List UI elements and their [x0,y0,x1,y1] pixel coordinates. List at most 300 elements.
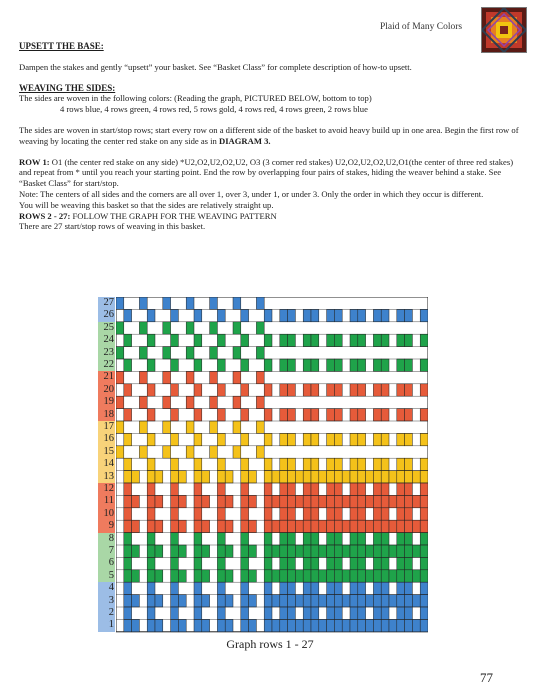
pattern-cell [397,495,405,507]
pattern-cell [397,508,405,520]
pattern-cell [241,359,249,371]
pattern-cell [171,309,179,321]
pattern-cell [420,384,428,396]
pattern-cell [241,557,249,569]
pattern-cell [139,322,147,334]
pattern-cell [420,545,428,557]
pattern-cell [420,309,428,321]
pattern-cell [194,520,202,532]
pattern-cell [420,359,428,371]
pattern-cell [288,545,296,557]
pattern-cell [366,595,374,607]
pattern-cell [303,384,311,396]
pattern-cell [288,471,296,483]
pattern-cell [389,520,397,532]
pattern-cell [280,433,288,445]
row-label: 17 [98,421,115,433]
pattern-cell [334,433,342,445]
pattern-cell [225,570,233,582]
pattern-cell [397,520,405,532]
pattern-cell [327,334,335,346]
pattern-cell [295,619,303,631]
pattern-cell [288,533,296,545]
pattern-cell [116,347,124,359]
pattern-cell [373,471,381,483]
pattern-cell [194,595,202,607]
pattern-cell [202,570,210,582]
pattern-cell [116,421,124,433]
pattern-cell [358,582,366,594]
row-label: 12 [98,483,115,495]
pattern-cell [327,533,335,545]
pattern-cell [311,334,319,346]
pattern-cell [303,359,311,371]
pattern-cell [264,545,272,557]
pattern-cell [303,495,311,507]
pattern-cell [132,545,140,557]
pattern-cell [241,595,249,607]
pattern-cell [327,607,335,619]
pattern-cell [389,570,397,582]
pattern-cell [303,483,311,495]
pattern-cell [311,545,319,557]
pattern-cell [256,371,264,383]
pattern-cell [139,396,147,408]
pattern-cell [233,396,241,408]
pattern-cell [249,595,257,607]
pattern-cell [171,495,179,507]
pattern-cell [147,533,155,545]
row-label: 10 [98,508,115,520]
pattern-cell [264,409,272,421]
pattern-cell [405,359,413,371]
pattern-cell [405,471,413,483]
pattern-cell [381,483,389,495]
diagram-ref: DIAGRAM 3. [218,135,271,146]
pattern-cell [210,396,218,408]
pattern-cell [264,309,272,321]
pattern-cell [202,471,210,483]
pattern-cell [405,607,413,619]
pattern-cell [358,495,366,507]
pattern-cell [147,471,155,483]
pattern-cell [264,334,272,346]
pattern-cell [327,309,335,321]
pattern-cell [311,570,319,582]
pattern-cell [124,433,132,445]
pattern-cell [319,495,327,507]
pattern-cell [350,409,358,421]
pattern-cell [280,607,288,619]
pattern-cell [327,508,335,520]
pattern-cell [163,421,171,433]
pattern-cell [124,495,132,507]
pattern-cell [397,557,405,569]
pattern-cell [334,595,342,607]
pattern-cell [147,433,155,445]
pattern-cell [412,595,420,607]
pattern-cell [303,520,311,532]
pattern-cell [381,595,389,607]
row-label: 2 [98,607,115,619]
pattern-cell [233,297,241,309]
pattern-cell [225,471,233,483]
pattern-cell [327,595,335,607]
pattern-cell [171,409,179,421]
pattern-cell [412,545,420,557]
row1-paragraph [19,157,524,189]
pattern-cell [303,557,311,569]
pattern-cell [217,409,225,421]
pattern-cell [194,384,202,396]
pattern-cell [202,495,210,507]
row1-label: ROW 1: [19,156,50,167]
pattern-cell [295,570,303,582]
pattern-cell [397,533,405,545]
pattern-cell [241,471,249,483]
pattern-cell [334,520,342,532]
pattern-cell [373,334,381,346]
pattern-cell [373,545,381,557]
pattern-cell [288,508,296,520]
pattern-cell [163,347,171,359]
pattern-cell [171,433,179,445]
pattern-cell [327,557,335,569]
pattern-cell [280,483,288,495]
color-order: 4 rows blue, 4 rows green, 4 rows red, 5 rows gold, 4 rows red, 4 rows green, 2 rows blue [60,104,368,115]
pattern-cell [264,520,272,532]
pattern-cell [358,570,366,582]
pattern-cell [194,495,202,507]
pattern-cell [178,545,186,557]
pattern-cell [397,334,405,346]
row-label: 22 [98,359,115,371]
row-label: 16 [98,433,115,445]
pattern-cell [397,483,405,495]
pattern-cell [147,309,155,321]
pattern-cell [373,582,381,594]
pattern-cell [155,595,163,607]
pattern-cell [116,297,124,309]
pattern-cell [256,347,264,359]
pattern-cell [280,557,288,569]
pattern-cell [389,595,397,607]
pattern-cell [381,409,389,421]
pattern-cell [397,607,405,619]
pattern-cell [186,347,194,359]
pattern-cell [381,520,389,532]
pattern-cell [155,495,163,507]
pattern-cell [280,471,288,483]
pattern-cell [373,409,381,421]
pattern-cell [264,384,272,396]
pattern-cell [225,619,233,631]
pattern-cell [334,334,342,346]
pattern-cell [124,483,132,495]
pattern-cell [288,619,296,631]
pattern-cell [194,483,202,495]
pattern-cell [194,582,202,594]
pattern-cell [178,495,186,507]
pattern-cell [319,595,327,607]
pattern-cell [358,533,366,545]
pattern-cell [194,619,202,631]
pattern-cell [350,545,358,557]
row-label: 27 [98,297,115,309]
pattern-cell [217,607,225,619]
pattern-cell [124,384,132,396]
pattern-cell [420,607,428,619]
pattern-cell [272,570,280,582]
pattern-cell [373,384,381,396]
pattern-cell [194,471,202,483]
pattern-cell [366,495,374,507]
count-text: There are 27 start/stop rows of weaving in this basket. [19,221,206,232]
pattern-cell [350,508,358,520]
pattern-cell [124,595,132,607]
pattern-cell [366,619,374,631]
pattern-cell [124,334,132,346]
pattern-cell [280,619,288,631]
row-label: 19 [98,396,115,408]
row-label: 15 [98,446,115,458]
pattern-cell [178,619,186,631]
pattern-cell [210,322,218,334]
pattern-cell [225,595,233,607]
pattern-cell [373,495,381,507]
pattern-cell [288,607,296,619]
pattern-cell [350,557,358,569]
pattern-cell [241,309,249,321]
pattern-cell [311,309,319,321]
row-label: 11 [98,495,115,507]
pattern-cell [358,595,366,607]
pattern-cell [288,520,296,532]
pattern-cell [241,384,249,396]
row-label: 7 [98,545,115,557]
pattern-cell [358,520,366,532]
pattern-cell [405,582,413,594]
pattern-cell [381,619,389,631]
pattern-cell [132,471,140,483]
pattern-cell [334,570,342,582]
pattern-cell [350,595,358,607]
pattern-cell [327,458,335,470]
pattern-cell [311,619,319,631]
pattern-cell [342,595,350,607]
pattern-cell [139,347,147,359]
pattern-cell [155,520,163,532]
pattern-cell [147,582,155,594]
pattern-cell [381,495,389,507]
pattern-cell [186,297,194,309]
row-label: 5 [98,570,115,582]
pattern-cell [264,495,272,507]
pattern-cell [303,533,311,545]
pattern-cell [139,371,147,383]
pattern-cell [155,471,163,483]
pattern-cell [171,570,179,582]
row-label: 1 [98,619,115,631]
pattern-cell [389,495,397,507]
pattern-cell [311,433,319,445]
pattern-cell [210,421,218,433]
pattern-cell [381,570,389,582]
pattern-cell [280,458,288,470]
pattern-cell [147,595,155,607]
pattern-cell [217,471,225,483]
pattern-cell [373,557,381,569]
pattern-cell [194,508,202,520]
pattern-cell [280,570,288,582]
pattern-cell [202,595,210,607]
pattern-cell [373,433,381,445]
pattern-cell [303,619,311,631]
pattern-cell [334,582,342,594]
pattern-cell [303,471,311,483]
graph-caption: Graph rows 1 - 27 [226,637,314,651]
pattern-cell [194,334,202,346]
pattern-cell [288,557,296,569]
pattern-cell [350,458,358,470]
pattern-cell [241,607,249,619]
pattern-cell [147,508,155,520]
pattern-cell [147,495,155,507]
pattern-cell [358,433,366,445]
pattern-cell [358,557,366,569]
pattern-cell [241,433,249,445]
pattern-cell [397,619,405,631]
pattern-cell [147,458,155,470]
pattern-cell [311,409,319,421]
pattern-cell [178,595,186,607]
straight-text: You will be weaving this basket so that the sides are relatively straight up. [19,199,274,210]
pattern-cell [139,297,147,309]
pattern-cell [280,309,288,321]
row1-text: O1 (the center red stake on any side) *U2,O2,U2,O2,U2, O3 (3 corner red stakes) U2,O2,U2,O2,U2,O1(the center of three red stakes) and repeat from * until you reach your starting point. End the row by overlapping four pairs of stakes, hiding the weaver behind a stake. See “Basket Class” for start/stop. [19,156,514,189]
pattern-cell [420,582,428,594]
pattern-cell [171,334,179,346]
pattern-cell [163,446,171,458]
row-label: 23 [98,347,115,359]
pattern-cell [249,619,257,631]
pattern-cell [280,582,288,594]
pattern-cell [389,619,397,631]
pattern-cell [358,607,366,619]
pattern-cell [334,533,342,545]
pattern-cell [217,359,225,371]
pattern-cell [311,557,319,569]
pattern-cell [350,570,358,582]
pattern-cell [264,607,272,619]
pattern-cell [241,582,249,594]
pattern-cell [358,458,366,470]
pattern-cell [389,545,397,557]
startstop-text: The sides are woven in start/stop rows; start every row on a different side of the basket to avoid heavy build up in one area. Begin the first row of weaving by locating the center red stake on any side as in [19,124,519,146]
pattern-cell [373,533,381,545]
pattern-cell [405,384,413,396]
pattern-cell [405,483,413,495]
pattern-cell [233,371,241,383]
pattern-cell [171,520,179,532]
pattern-cell [147,607,155,619]
pattern-cell [303,334,311,346]
pattern-cell [327,384,335,396]
pattern-cell [256,297,264,309]
rows-label: ROWS 2 - 27: [19,210,71,221]
pattern-cell [334,483,342,495]
pattern-cell [303,409,311,421]
pattern-cell [327,570,335,582]
pattern-cell [217,334,225,346]
pattern-cell [249,495,257,507]
upsett-heading: UPSETT THE BASE: [19,41,104,51]
pattern-cell [264,582,272,594]
pattern-cell [381,508,389,520]
pattern-cell [358,409,366,421]
pattern-cell [327,471,335,483]
pattern-cell [178,570,186,582]
row-label: 14 [98,458,115,470]
pattern-cell [327,495,335,507]
pattern-cell [303,570,311,582]
pattern-cell [241,495,249,507]
pattern-cell [280,520,288,532]
pattern-cell [163,371,171,383]
pattern-cell [288,495,296,507]
pattern-cell [327,409,335,421]
pattern-cell [147,520,155,532]
pattern-cell [288,334,296,346]
pattern-cell [405,520,413,532]
pattern-cell [210,297,218,309]
pattern-cell [303,595,311,607]
pattern-cell [272,520,280,532]
pattern-cell [381,433,389,445]
pattern-cell [412,471,420,483]
pattern-cell [350,309,358,321]
row-label: 24 [98,334,115,346]
pattern-cell [186,446,194,458]
page-number: 77 [480,670,493,685]
pattern-cell [280,359,288,371]
pattern-cell [178,520,186,532]
pattern-cell [272,471,280,483]
pattern-cell [147,545,155,557]
pattern-cell [272,619,280,631]
note-text: Note: The centers of all sides and the corners are all over 1, over 3, under 1, or under 3. Only the order in which they occur is different. [19,188,484,199]
pattern-cell [124,557,132,569]
pattern-cell [420,533,428,545]
pattern-cell [327,582,335,594]
pattern-cell [280,508,288,520]
pattern-cell [350,520,358,532]
pattern-cell [171,557,179,569]
pattern-cell [217,483,225,495]
pattern-cell [194,545,202,557]
pattern-cell [350,495,358,507]
pattern-cell [311,508,319,520]
pattern-cell [358,545,366,557]
pattern-cell [350,533,358,545]
pattern-cell [327,359,335,371]
pattern-cell [194,533,202,545]
pattern-cell [334,458,342,470]
pattern-cell [194,309,202,321]
pattern-cell [264,359,272,371]
pattern-cell [373,570,381,582]
pattern-cell [225,495,233,507]
